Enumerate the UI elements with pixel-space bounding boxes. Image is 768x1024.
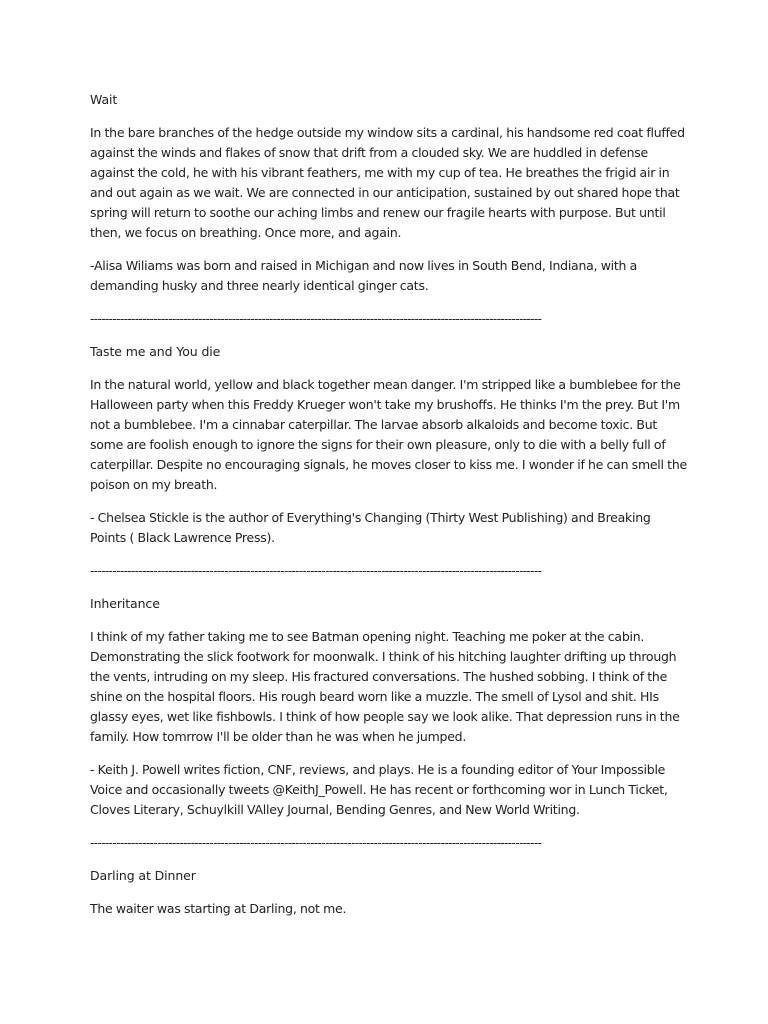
piece-body-darling: The waiter was starting at Darling, not me. — [90, 901, 347, 916]
document-page — [90, 90, 690, 932]
piece-title-darling: Darling at Dinner — [90, 868, 196, 883]
section-divider: ------------------------------------------------------------------------------------------------------------------------- — [90, 312, 542, 326]
piece-title-inheritance: Inheritance — [90, 596, 160, 611]
piece-title-taste-me: Taste me and You die — [90, 344, 221, 359]
section-divider: ------------------------------------------------------------------------------------------------------------------------- — [90, 564, 542, 578]
piece-body-wait: In the bare branches of the hedge outside my window sits a cardinal, his handsome red coat fluffed against the winds and flakes of snow that drift from a clouded sky. We are huddled in defense against the cold, he with his vibrant feathers, me with my cup of tea. He breathes the frigid air in and out again as we wait. We are connected in our anticipation, sustained by out shared hope that spring will return to soothe our aching limbs and renew our fragile hearts with purpose. But until then, we focus on breathing. Once more, and again. — [90, 125, 685, 240]
author-bio-wait: -Alisa Wiliams was born and raised in Michigan and now lives in South Bend, Indiana, with a demanding husky and three nearly identical ginger cats. — [90, 258, 638, 293]
piece-body-inheritance: I think of my father taking me to see Batman opening night. Teaching me poker at the cabin. Demonstrating the slick footwork for moonwalk. I think of his hitching laughter drifting up through the vents, intruding on my sleep. His fractured conversations. The hushed sobbing. I think of the shine on the hospital floors. His rough beard worn like a muzzle. The smell of Lysol and shit. HIs glassy eyes, wet like fishbowls. I think of how people say we look alike. That depression runs in the family. How tomrrow I'll be older than he was when he jumped. — [90, 629, 680, 744]
author-bio-inheritance: - Keith J. Powell writes fiction, CNF, reviews, and plays. He is a founding editor of Your Impossible Voice and occasionally tweets @KeithJ_Powell. He has recent or forthcoming wor in Lunch Ticket, Cloves Literary, Schuylkill VAlley Journal, Bending Genres, and New World Writing. — [90, 762, 668, 817]
piece-body-taste-me: In the natural world, yellow and black together mean danger. I'm stripped like a bumblebee for the Halloween party when this Freddy Krueger won't take my brushoffs. He thinks I'm the prey. But I'm not a bumblebee. I'm a cinnabar caterpillar. The larvae absorb alkaloids and become toxic. But some are foolish enough to ignore the signs for their own pleasure, only to die with a belly full of caterpillar. Despite no encouraging signals, he moves closer to kiss me. I wonder if he can smell the poison on my breath. — [90, 377, 687, 492]
piece-title-wait: Wait — [90, 92, 118, 107]
section-divider: ------------------------------------------------------------------------------------------------------------------------- — [90, 836, 542, 850]
author-bio-taste-me: - Chelsea Stickle is the author of Everything's Changing (Thirty West Publishing) and Breaking Points ( Black Lawrence Press). — [90, 510, 651, 545]
